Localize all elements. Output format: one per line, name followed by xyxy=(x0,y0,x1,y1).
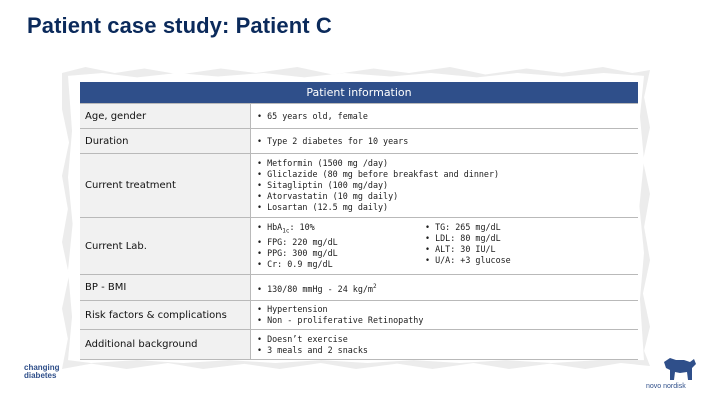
value-line: • U/A: +3 glucose xyxy=(425,255,511,266)
value-line: • TG: 265 mg/dL xyxy=(425,222,501,233)
value-line: • PPG: 300 mg/dL xyxy=(257,247,338,258)
logo-word: changing xyxy=(24,363,60,372)
value-line: • Non - proliferative Retinopathy xyxy=(257,315,424,325)
value-line: • Cr: 0.9 mg/dL xyxy=(257,258,333,269)
changing-diabetes-logo xyxy=(24,364,68,380)
row-label: BP - BMI xyxy=(80,275,251,300)
row-value xyxy=(251,129,638,153)
value-line xyxy=(257,281,638,295)
row-value xyxy=(251,275,638,300)
value-line: • Hypertension xyxy=(257,304,328,314)
table-header: Patient information xyxy=(80,82,638,103)
lab-columns xyxy=(257,222,638,270)
table-row-age-gender xyxy=(80,104,638,129)
value-line: • 3 meals and 2 snacks xyxy=(257,344,368,355)
row-label: Age, gender xyxy=(80,104,251,128)
row-label: Additional background xyxy=(80,330,251,359)
table-row-additional-background xyxy=(80,330,638,360)
value-line: • Losartan (12.5 mg daily) xyxy=(257,202,389,212)
value-line: • Doesn’t exercise xyxy=(257,333,348,344)
bp-bmi-value: • 130/80 mmHg - 24 kg/m xyxy=(257,283,373,294)
table-row-current-treatment xyxy=(80,154,638,218)
patient-info-table xyxy=(80,103,638,360)
table-row-duration xyxy=(80,129,638,154)
value-line: • 65 years old, female xyxy=(257,110,368,121)
logo-word: diabetes xyxy=(24,371,57,380)
table-row-current-lab xyxy=(80,218,638,275)
value-line: • FPG: 220 mg/dL xyxy=(257,236,338,247)
hba1c-label: • HbA xyxy=(257,222,283,233)
hba1c-subscript: 1c xyxy=(282,227,290,235)
row-value xyxy=(251,301,638,329)
value-line: • Atorvastatin (10 mg daily) xyxy=(257,191,399,201)
value-line: • Type 2 diabetes for 10 years xyxy=(257,135,409,146)
value-line: • Sitagliptin (100 mg/day) xyxy=(257,180,389,190)
row-value xyxy=(251,104,638,128)
row-value xyxy=(251,154,638,217)
row-value xyxy=(251,330,638,359)
value-line-hba1c xyxy=(257,222,427,237)
table-row-risk-factors xyxy=(80,301,638,330)
row-label: Duration xyxy=(80,129,251,153)
lab-column-left xyxy=(257,222,427,270)
value-line: • Gliclazide (80 mg before breakfast and dinner) xyxy=(257,169,500,179)
hba1c-value: : 10% xyxy=(289,222,315,233)
slide-title: Patient case study: Patient C xyxy=(27,13,332,38)
value-line: • Metformin (1500 mg /day) xyxy=(257,158,389,168)
value-line: • LDL: 80 mg/dL xyxy=(425,233,501,244)
table-row-bp-bmi xyxy=(80,275,638,301)
lab-column-right xyxy=(425,222,595,270)
value-line: • ALT: 30 IU/L xyxy=(425,244,496,255)
row-label: Current treatment xyxy=(80,154,251,217)
row-label: Current Lab. xyxy=(80,218,251,274)
bmi-superscript: 2 xyxy=(372,282,377,290)
novo-nordisk-wordmark: novo nordisk xyxy=(646,383,686,390)
row-label: Risk factors & complications xyxy=(80,301,251,329)
row-value xyxy=(251,218,638,274)
